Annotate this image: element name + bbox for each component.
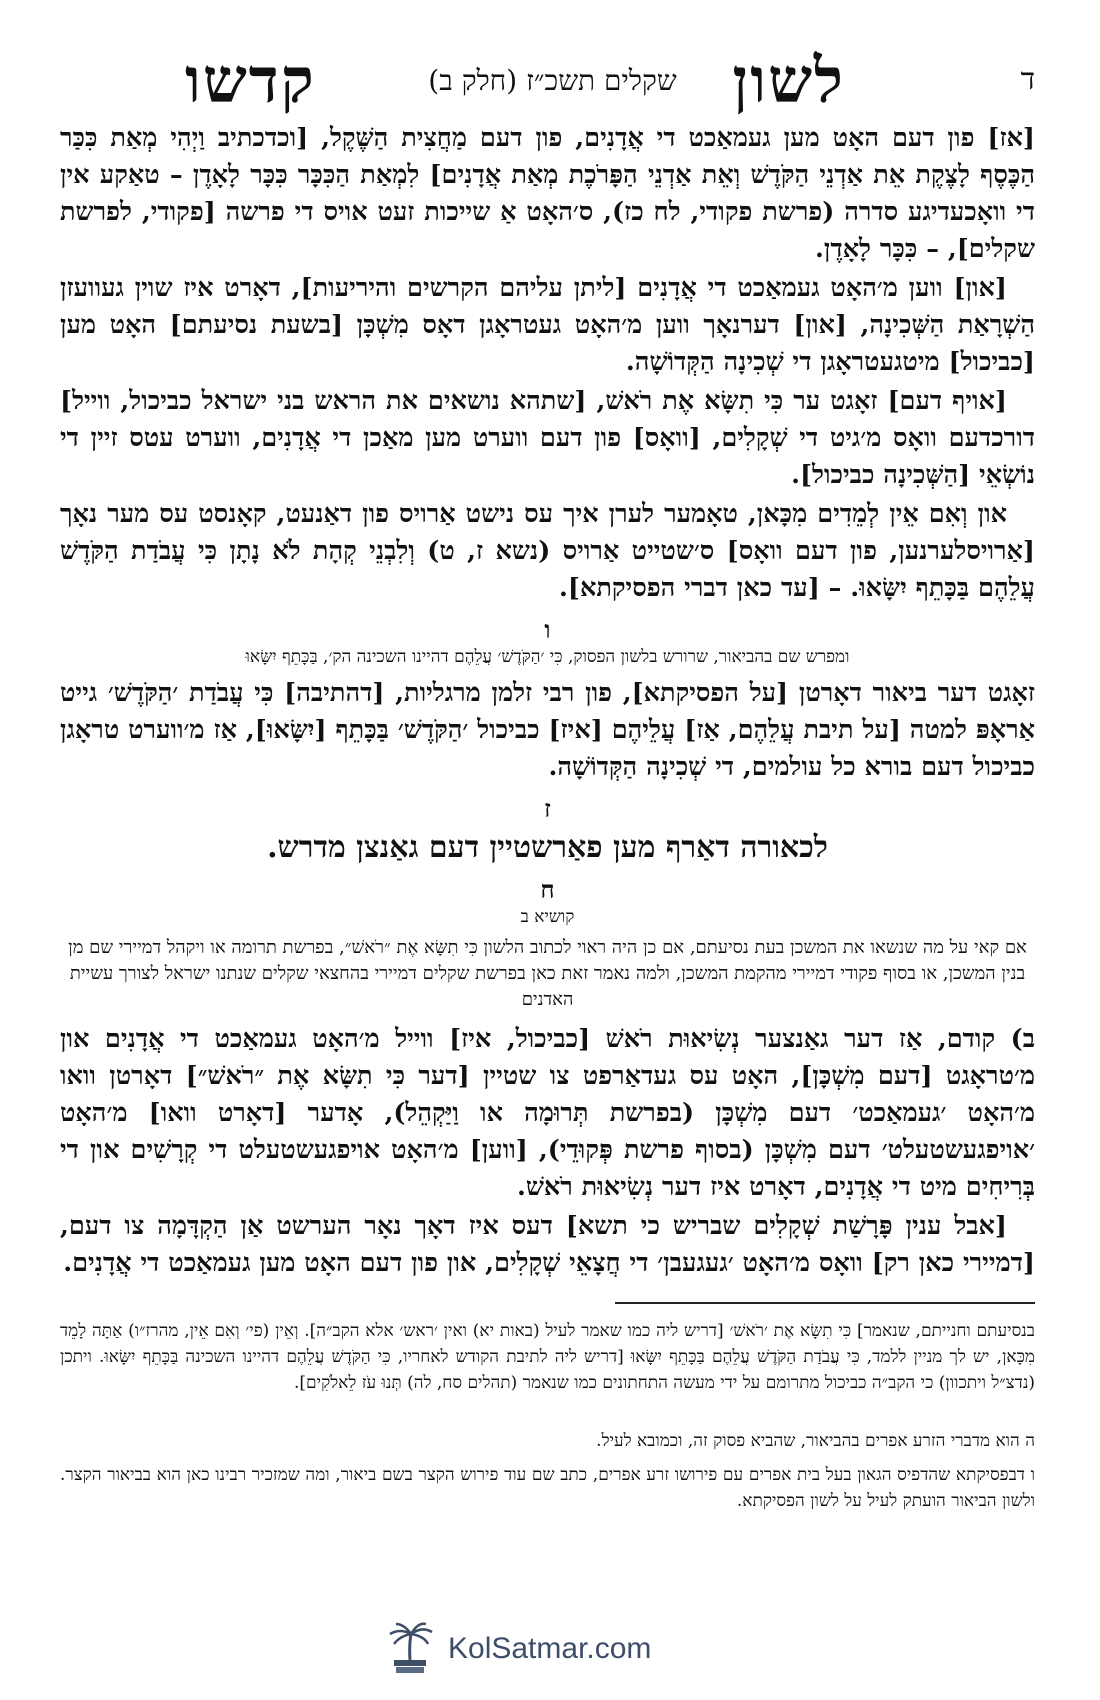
palm-tree-books-icon [380,1620,440,1680]
main-text [60,120,1035,1284]
header-subtitle: שקלים תשכ״ז (חלק ב) [428,64,677,97]
footnote-vav: ו דבפסיקתא שהדפיס הגאון בעל בית אפרים עם פירושו זרע אפרים, כתב שם עוד פירוש הקצר בשם ביאור, ומה שמזכיר רבינו כאן הוא בביאור הקצר. ולשון הביאור הועתק לעיל על לשון הפסיקתא. [60,1465,1035,1511]
header-title-right: לשון [732,44,845,117]
section-7-number: ז [544,794,551,823]
section-6-paragraph: זאָגט דער ביאור דאָרטן [על הפסיקתא], פון רבי זלמן מרגליות, [דהתיבה] כִּי עֲבֹדַת ׳הַקֹּדֶשׁ׳ גייט אַראָפּ למטה [על תיבת עֲלֵהֶם, אַז] עֲלֵיהֶם [איז] כביכול ׳הַקֹּדֶשׁ׳ בַּכָּתֵף [יִשָּׂאוּ], אַז מ׳ווערט טראָגן כביכול דעם בורא כל עולמים, די שְׁכִינָה הַקְּדוֹשָׁה. [60,678,1035,782]
footnote-continued: בנסיעתם וחנייתם, שנאמר] כִּי תִשָּׂא אֶת ׳רֹאשׁ׳ [דריש ליה כמו שאמר לעיל (באות יא) ואין ׳ראש׳ אלא הקב״ה]. וְאֵין (פי׳ וְאִם אֵין, מהרז״ו) אַתָּה לָמֵד מִכָּאן, יש לך מניין ללמד, כִּי עֲבֹדַת הַקֹּדֶשׁ עֲלֵהֶם בַּכָּתֵף יִשָּׂאוּ [דריש ליה לתיבת הקודש לאחריו, כִּי הַקֹּדֶשׁ עֲלֵהֶם דהיינו השכינה בַּכָּתֵף יִשָּׂאוּ. ויתכן (נדצ״ל ויתכוון) כי הקב״ה כביכול מתרומם על ידי מעשה התחתונים כמו שנאמר (תהלים סח, לה) תְּנוּ עֹז לֵאלֹקִים]. [60,1321,1035,1393]
section-6-number: ו [544,615,551,644]
paragraph-4: און וְאִם אֵין לְמֵדִים מִכָּאן, טאָמער לערן איך עס נישט אַרויס פון דאַנעט, קאָנסט עס מער נאָך [אַרויסלערנען, פון דעם וואָס] ס׳שטייט אַרויס (נשא ז, ט) וְלִבְנֵי קְהָת לֹא נָתָן כִּי עֲבֹדַת הַקֹּדֶשׁ עֲלֵהֶם בַּכָּתֵף יִשָּׂאוּ. – [עד כאן דברי הפסיקתא]. [60,499,1035,603]
page-header [70,44,1035,117]
footnote-he: ה הוא מדברי הזרע אפרים בהביאור, שהביא פסוק זה, וכמובא לעיל. [596,1431,1035,1451]
paragraph-1: [אז] פון דעם האָט מען געמאַכט די אֲדָנִים, פון דעם מַחֲצִית הַשֶּׁקֶל, [וכדכתיב וַיְהִי מְאַת כִּכַּר הַכֶּסֶף לָצֶקֶת אֵת אַדְנֵי הַקֹּדֶשׁ וְאֵת אַדְנֵי הַפָּרֹכֶת מְאַת אֲדָנִים] לִמְאַת הַכִּכָּר כִּכָּר לָאָדֶן – טאַקע אין די וואָכעדיגע סדרה (פרשת פקודי, לח כז), ס׳האָט אַ שייכות זעט אויס די פרשה [פקודי, לפרשת שקלים], – כִּכָּר לָאָדֶן. [60,123,1035,264]
header-title-left: קדשו [185,44,316,117]
section-8-number: ח [540,875,555,904]
section-8-paragraph-2: [אבל ענין פָּרָשַׁת שְׁקָלִים שבריש כי תשא] דעס איז דאָך נאָר הערשט אַן הַקְדָּמָה צו דעם, [דמיירי כאן רק] וואָס מ׳האָט ׳געגעבן׳ די חֲצָאֵי שְׁקָלִים, און פון דעם האָט מען געמאַכט די אֲדָנִים. [60,1211,1035,1278]
paragraph-2: [און] ווען מ׳האָט געמאַכט די אֲדָנִים [ליתן עליהם הקרשים והיריעות], דאָרט איז שוין געוועזן הַשְׁרָאַת הַשְּׁכִינָה, [און] דערנאָך ווען מ׳האָט געטראָגן דאָס מִשְׁכָּן [בשעת נסיעתם] האָט מען [כביכול] מיטגעטראָגן די שְׁכִינָה הַקְּדוֹשָׁה. [60,273,1035,377]
kushya-heading: קושיא ב [520,907,575,927]
section-8-paragraph-1: ב) קודם, אַז דער גאַנצער נְשִׂיאוּת רֹאשׁ [כביכול, איז] ווייל מ׳האָט געמאַכט די אֲדָנִים און מ׳טראָגט [דעם מִשְׁכָּן], האָט עס געדאַרפט צו שטיין [דער כִּי תִשָּׂא אֶת ״רֹאשׁ״] דאָרטן וואו מ׳האָט ׳געמאַכט׳ דעם מִשְׁכָּן (בפרשת תְּרוּמָה או וַיַּקְהֵל), אָדער [דאָרט וואו] מ׳האָט ׳אויפגעשטעלט׳ דעם מִשְׁכָּן (בסוף פרשת פְּקוּדֵי), [ווען] מ׳האָט אויפגעשטעלט די קְרָשִׁים און די בְּרִיחִים מיט די אֲדָנִים, דאָרט איז דער נְשִׂיאוּת רֹאשׁ. [60,1024,1035,1202]
section-7-line: לכאורה דאַרף מען פאַרשטיין דעם גאַנצן מדרש. [267,830,828,865]
site-logo[interactable] [380,1620,670,1680]
question-text: אם קאי על מה שנשאו את המשכן בעת נסיעתם, אם כן היה ראוי לכתוב הלשון כִּי תִשָּׂא אֶת ״רֹאשׁ״, בפרשת תרומה או ויקהל דמיירי שם מן בנין המשכן, או בסוף פקודי דמיירי מהקמת המשכן, ולמה נאמר זאת כאן בפרשת שקלים דמיירי בהחצאי שקלים שנתנו ישראל לצורך עשיית האדנים [68,937,1027,1010]
section-6-title: ומפרש שם בהביאור, שרורש בלשון הפסוק, כִּי ׳הַקֹּדֶשׁ׳ עֲלֵהֶם דהיינו השכינה הק׳, בַּכָּתֵף יִשָּׂאוּ [245,647,850,667]
logo-text: KolSatmar.com [448,1632,652,1665]
page-number: ד [1020,62,1035,97]
footnote-divider [615,1302,1035,1304]
paragraph-3: [אויף דעם] זאָגט ער כִּי תִשָּׂא אֶת רֹאשׁ, [שתהא נושאים את הראש בני ישראל כביכול, ווייל] דורכדעם וואָס מ׳גיט די שְׁקָלִים, [וואָס] פון דעם ווערט מען מאַכן די אֲדָנִים, ווערט עטס זיין די נוֹשְׂאֵי [הַשְּׁכִינָה כביכול]. [60,386,1035,490]
